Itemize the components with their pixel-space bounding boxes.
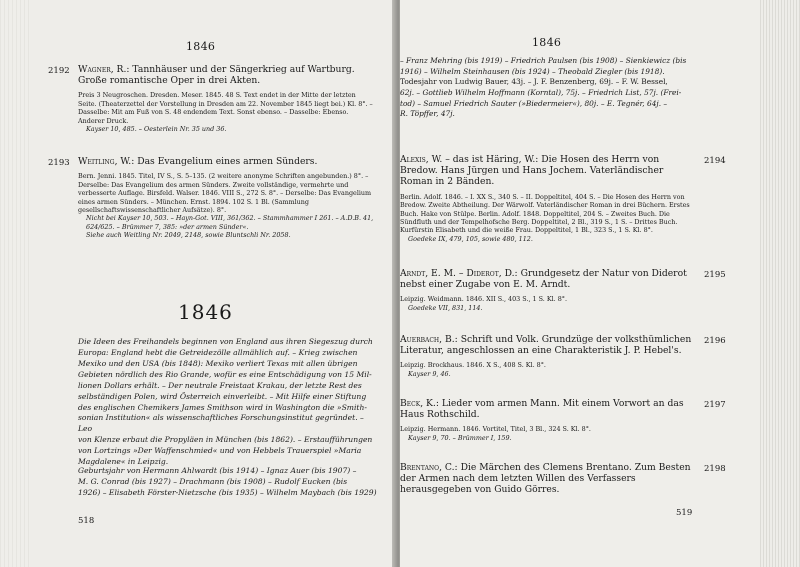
bibliography-entry bbox=[400, 334, 692, 378]
entry-title: Grundgesetz der Natur von Diderot nebst einer Zugabe von E. M. Arndt. bbox=[400, 268, 687, 291]
entry-number: 2196 bbox=[704, 336, 726, 346]
entry-author: Brentano, C.: bbox=[400, 462, 458, 473]
continuation-line: – Franz Mehring (bis 1919) – Friedrich Paulsen (bis 1908) – Sienkiewicz (bis bbox=[400, 56, 687, 65]
right-page bbox=[400, 0, 800, 567]
continuation-text bbox=[400, 56, 700, 120]
chronicle-line: Europa: England hebt die Getreidezölle allmählich auf. – Krieg zwischen bbox=[78, 347, 358, 357]
entry-number: 2193 bbox=[48, 158, 70, 168]
entry-author: Wagner, R.: bbox=[78, 64, 130, 75]
entry-reference: Siehe auch Weitling Nr. 2049, 2148, sowie Bluntschli Nr. 2058. bbox=[86, 231, 291, 240]
entry-reference: Kayser 10, 485. – Oesterlein Nr. 35 und 36. bbox=[86, 125, 227, 134]
entry-author: Beck, K.: bbox=[400, 398, 439, 409]
entry-description: Leipzig. Weidmann. 1846. XII S., 403 S., 1 S. Kl. 8°. bbox=[400, 295, 568, 304]
entry-description: Preis 3 Neugroschen. Dresden. Meser. 1845. 48 S. Text endet in der Mitte der letzten Seite. (Theaterzettel der Vorstellung in Dresden am 22. November 1845 liegt bei.) Kl. 8°. – Dasselbe: Mit am Fuß von S. 48 endendem Text. Sonst ebenso. – Dasselbe: Ebenso. Anderer Druck. bbox=[78, 91, 373, 125]
entry-description: Berlin. Adolf. 1846. – I. XX S., 340 S. – II. Doppeltitel, 404 S. – Die Hosen des Herrn von Bredow. Zweite Abtheilung. Der Wärwolf. Vaterländischer Roman in drei Büchern. Erstes Buch. Hake von Stülpe. Berlin. Adolf. 1848. Doppeltitel, 204 S. – Zweites Buch. Die Sündfluth und der Tempelhofsche Berg. Doppeltitel, 2 Bl., 319 S., 1 S. – Drittes Buch. Kurfürstin Elisabeth und die weiße Frau. Doppeltitel, 1 Bl., 323 S., 1 S. Kl. 8°. bbox=[400, 192, 690, 235]
year-heading: 1846 bbox=[178, 300, 233, 324]
page-edge-shading bbox=[0, 0, 30, 567]
bibliography-entry bbox=[400, 462, 692, 496]
entry-title: – das ist Häring, W.: Die Hosen des Herrn von Bredow. Hans Jürgen und Hans Jochem. Vaterländischer Roman in 2 Bänden. bbox=[400, 154, 664, 188]
entry-author: Weitling, W.: bbox=[78, 156, 135, 167]
entry-reference: Goedeke IX, 479, 105, sowie 480, 112. bbox=[408, 234, 533, 243]
entry-description: Leipzig. Brockhaus. 1846. X S., 408 S. Kl. 8°. bbox=[400, 361, 546, 370]
continuation-line: Todesjahr von Ludwig Bauer, 43j. – J. F. Benzenberg, 69j. – F. W. Bessel, bbox=[400, 77, 668, 87]
entry-title: Lieder vom armen Mann. Mit einem Vorwort an das Haus Rothschild. bbox=[400, 398, 684, 421]
bibliography-entry bbox=[78, 156, 374, 239]
chronicle-text bbox=[78, 337, 378, 468]
entry-title: Die Märchen des Clemens Brentano. Zum Besten der Armen nach dem letzten Willen des Verfassers herausgegeben von Guido Görres. bbox=[400, 462, 691, 496]
page-number: 518 bbox=[78, 516, 95, 526]
left-page bbox=[0, 0, 396, 567]
entry-title: Das Evangelium eines armen Sünders. bbox=[137, 156, 318, 167]
entry-description: Bern. Jenni. 1845. Titel, IV S., S. 5–135. (2 weitere anonyme Schriften angebunden.) 8°. – Derselbe: Das Evangelium des armen Sünders. Zweite vollständige, vermehrte und verbesserte Auflage. Birsfeld. Walser. 1846. VIII S., 272 S. 8°. – Derselbe: Das Evangelium eines armen Sünders. – München. Ernst. 1894. 102 S. 1 Bl. (Sammlung gesellschaftswissenschaftlicher Aufsätze). 8°. bbox=[78, 172, 372, 215]
entry-heading bbox=[400, 462, 692, 496]
entry-reference: Kayser 9, 70. – Brümmer I, 159. bbox=[408, 433, 512, 442]
continuation-line: R. Töpffer, 47j. bbox=[400, 109, 455, 119]
chronicle-line: lionen Dollars erhält. – Der neutrale Freistaat Krakau, der letzte Rest des bbox=[78, 380, 362, 390]
page-number: 519 bbox=[676, 508, 693, 518]
running-head: 1846 bbox=[532, 36, 562, 49]
chronicle-line: Gebieten nördlich des Rio Grande, wofür es eine Entschädigung von 15 Mil- bbox=[78, 369, 372, 379]
entry-reference: Nicht bei Kayser 10, 503. – Hayn-Got. VIII, 361/362. – Stammhammer I 261. – A.D.B. 41, 624/625. – Brümmer 7, 385: »der armen Sünder«. bbox=[86, 214, 374, 231]
entry-heading bbox=[78, 156, 374, 167]
entry-number: 2198 bbox=[704, 464, 726, 474]
entry-author: Auerbach, B.: bbox=[400, 334, 458, 345]
entry-number: 2197 bbox=[704, 400, 726, 410]
entry-author: Alexis, W. bbox=[400, 154, 443, 165]
bibliography-entry bbox=[78, 64, 374, 134]
entry-title: Schrift und Volk. Grundzüge der volksthümlichen Literatur, angeschlossen an eine Charakteristik J. P. Hebel's. bbox=[400, 334, 692, 357]
births-line: Geburtsjahr von Hermann Ahlwardt (bis 1914) – Ignaz Auer (bis 1907) – bbox=[78, 466, 357, 475]
births-line: 1926) – Elisabeth Förster-Nietzsche (bis 1935) – Wilhelm Maybach (bis 1929) bbox=[78, 487, 377, 497]
entry-author: Arndt, E. M. – Diderot, D.: bbox=[400, 268, 518, 279]
entry-number: 2194 bbox=[704, 156, 726, 166]
bibliography-entry bbox=[400, 154, 692, 243]
running-head: 1846 bbox=[186, 40, 216, 53]
chronicle-line: selbständigen Polen, wird Österreich einverleibt. – Mit Hilfe einer Stiftung bbox=[78, 391, 367, 401]
continuation-line: 1916) – Wilhelm Steinhausen (bis 1924) – Theobald Ziegler (bis 1918). bbox=[400, 66, 665, 76]
chronicle-line: Die Ideen des Freihandels beginnen von England aus ihren Siegeszug durch bbox=[78, 337, 373, 346]
continuation-line: 62j. – Gottlieb Wilhelm Hoffmann (Korntal), 75j. – Friedrich List, 57j. (Frei- bbox=[400, 87, 682, 97]
bibliography-entry bbox=[400, 398, 692, 442]
page-edge-shading bbox=[760, 0, 800, 567]
entry-heading bbox=[400, 398, 692, 420]
entry-description: Leipzig. Hermann. 1846. Vortitel, Titel, 3 Bl., 324 S. Kl. 8°. bbox=[400, 425, 591, 434]
entry-reference: Goedeke VII, 831, 114. bbox=[408, 303, 483, 312]
entry-heading bbox=[400, 334, 692, 356]
bibliography-entry bbox=[400, 268, 692, 312]
entry-reference: Kayser 9, 46. bbox=[408, 369, 451, 378]
chronicle-line: Magdalene« in Leipzig. bbox=[78, 457, 169, 467]
births-line: M. G. Conrad (bis 1927) – Drachmann (bis 1908) – Rudolf Eucken (bis bbox=[78, 476, 348, 486]
chronicle-line: des englischen Chemikers James Smithson wird in Washington die »Smith- bbox=[78, 402, 367, 412]
entry-heading bbox=[400, 154, 692, 188]
entry-heading bbox=[400, 268, 692, 290]
births-deaths-list bbox=[78, 466, 378, 499]
entry-number: 2195 bbox=[704, 270, 726, 280]
entry-title: Tannhäuser und der Sängerkrieg auf Wartburg. Große romantische Oper in drei Akten. bbox=[78, 64, 355, 87]
entry-heading bbox=[78, 64, 374, 86]
entry-number: 2192 bbox=[48, 66, 70, 76]
chronicle-line: sonian Institution« als wissenschaftliches Forschungsinstitut gegründet. – Leo bbox=[78, 413, 364, 434]
continuation-line: tod) – Samuel Friedrich Sauter (»Biedermeier«), 80j. – E. Tegnér, 64j. – bbox=[400, 98, 668, 108]
chronicle-line: Mexiko und den USA (bis 1848): Mexiko verliert Texas mit allen übrigen bbox=[78, 358, 358, 368]
chronicle-line: von Klenze erbaut die Propyläen in München (bis 1862). – Erstaufführungen bbox=[78, 435, 373, 445]
chronicle-line: von Lortzings »Der Waffenschmied« und von Hebbels Trauerspiel »Maria bbox=[78, 446, 362, 456]
